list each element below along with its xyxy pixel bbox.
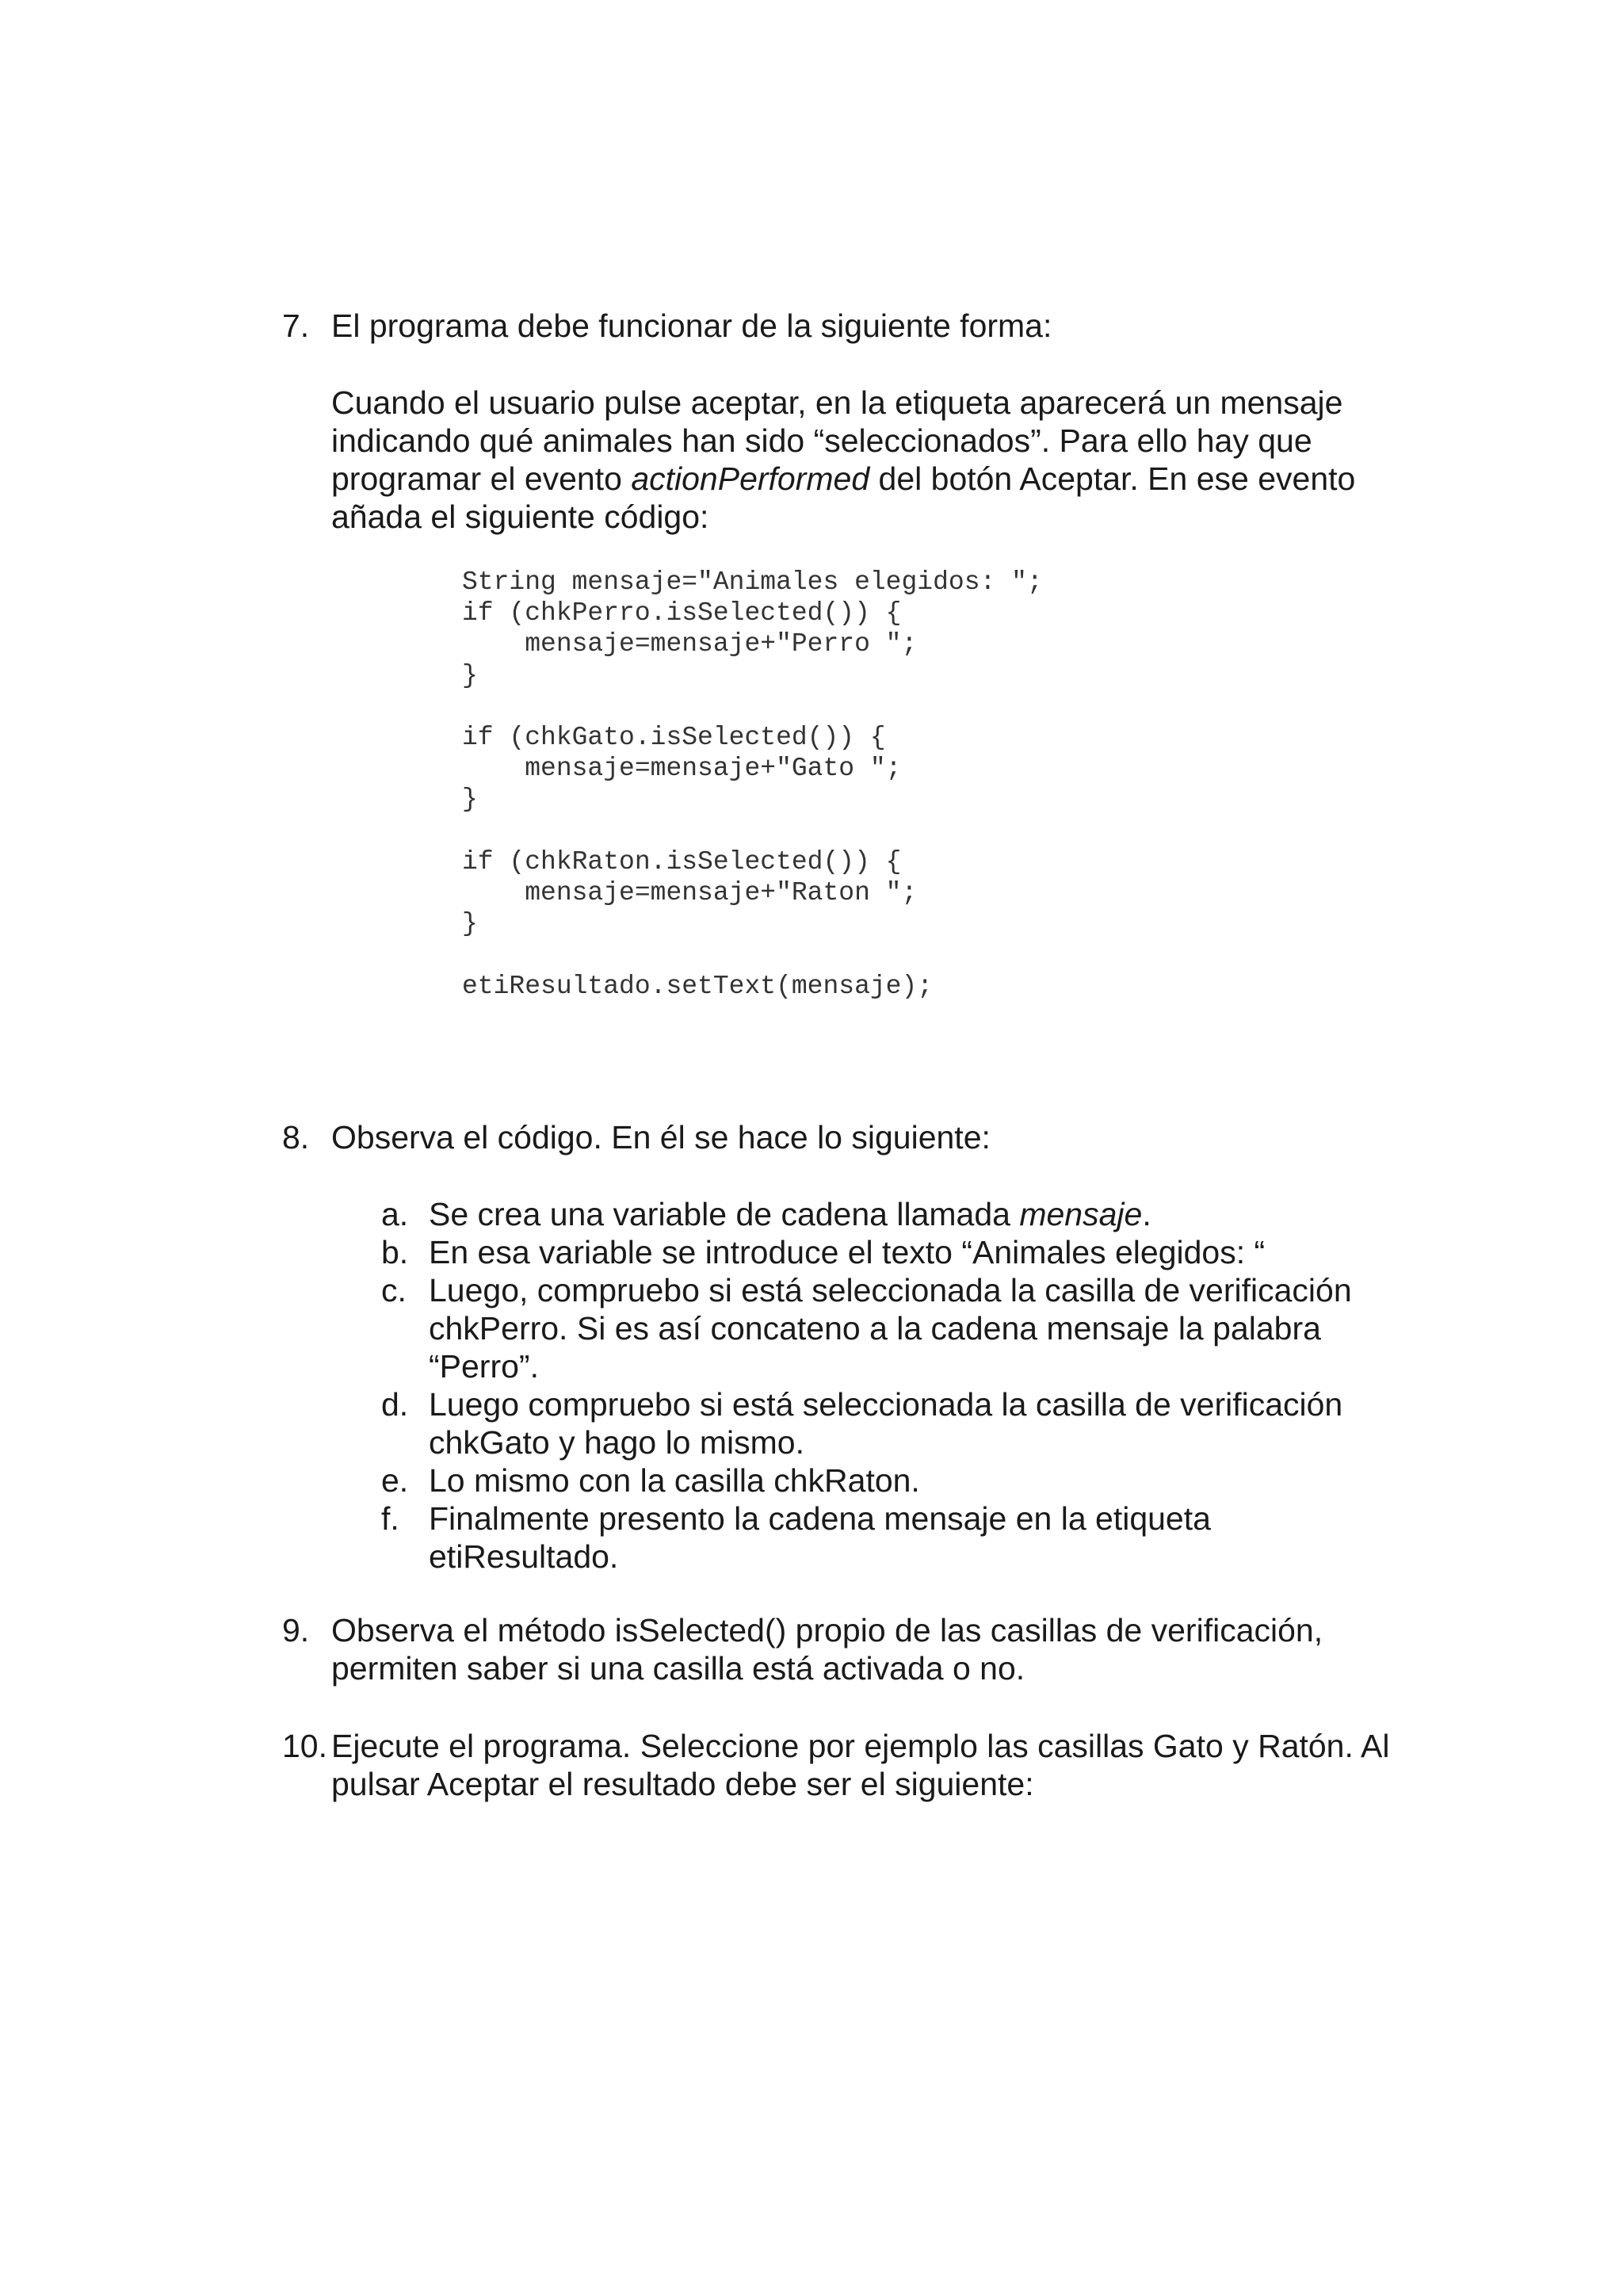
item-text: El programa debe funcionar de la siguiente forma: bbox=[331, 308, 1052, 344]
sub-list bbox=[331, 1195, 1393, 1576]
code-line: } bbox=[462, 909, 478, 939]
sub-item-text: . bbox=[1142, 1196, 1151, 1232]
instruction-paragraph bbox=[331, 384, 1393, 536]
code-line: } bbox=[462, 785, 478, 815]
sub-item-text: Finalmente presento la cadena mensaje en la etiqueta etiResultado. bbox=[429, 1500, 1211, 1575]
sub-item-text: Se crea una variable de cadena llamada bbox=[429, 1196, 1020, 1232]
sub-item-e bbox=[331, 1461, 1393, 1499]
sub-item-text: Luego, compruebo si está seleccionada la casilla de verificación chkPerro. Si es así concateno a la cadena mensaje la palabra “Perro”. bbox=[429, 1272, 1352, 1385]
sub-item-letter: b. bbox=[381, 1234, 409, 1270]
code-line: mensaje=mensaje+"Perro "; bbox=[462, 629, 918, 659]
code-line: etiResultado.setText(mensaje); bbox=[462, 971, 934, 1001]
code-line bbox=[462, 691, 1043, 722]
code-line bbox=[462, 816, 1043, 846]
list-item-8 bbox=[282, 1118, 1392, 1156]
list-item-9 bbox=[282, 1611, 1392, 1687]
item-text: Ejecute el programa. Seleccione por ejemplo las casillas Gato y Ratón. Al pulsar Aceptar el resultado debe ser el siguiente: bbox=[331, 1728, 1390, 1802]
sub-item-f bbox=[331, 1499, 1393, 1576]
paragraph-text: del botón Aceptar. En ese evento añada el siguiente código: bbox=[331, 460, 1356, 535]
sub-item-text: En esa variable se introduce el texto “Animales elegidos: “ bbox=[429, 1234, 1266, 1270]
item-number: 9. bbox=[282, 1612, 310, 1648]
code-line: if (chkRaton.isSelected()) { bbox=[462, 846, 902, 877]
sub-item-c bbox=[331, 1271, 1393, 1385]
code-line: } bbox=[462, 660, 478, 690]
sub-item-letter: a. bbox=[381, 1196, 409, 1232]
list-item-10 bbox=[282, 1727, 1392, 1803]
item-text: Observa el método isSelected() propio de las casillas de verificación, permiten saber si una casilla está activada o no. bbox=[331, 1612, 1323, 1687]
code-line: mensaje=mensaje+"Raton "; bbox=[462, 878, 918, 907]
code-line bbox=[462, 939, 1043, 970]
code-block bbox=[462, 567, 1043, 1002]
code-line: mensaje=mensaje+"Gato "; bbox=[462, 754, 902, 784]
sub-item-a bbox=[331, 1195, 1393, 1233]
sub-item-letter: c. bbox=[381, 1272, 407, 1308]
code-line: String mensaje="Animales elegidos: "; bbox=[462, 567, 1043, 597]
sub-item-d bbox=[331, 1385, 1393, 1461]
item-number: 8. bbox=[282, 1119, 310, 1156]
paragraph-italic-term: actionPerformed bbox=[631, 460, 870, 497]
sub-item-text: Luego compruebo si está seleccionada la casilla de verificación chkGato y hago lo mismo. bbox=[429, 1386, 1343, 1461]
sub-item-letter: e. bbox=[381, 1462, 409, 1499]
sub-item-text: Lo mismo con la casilla chkRaton. bbox=[429, 1462, 920, 1499]
item-number: 7. bbox=[282, 308, 310, 344]
paragraph-text: Cuando el usuario pulse aceptar, en la etiqueta aparecerá un mensaje indicando qué animales han sido “seleccionados”. Para ello hay que programar el evento bbox=[331, 384, 1343, 497]
item-text: Observa el código. En él se hace lo siguiente: bbox=[331, 1119, 991, 1156]
sub-item-letter: f. bbox=[381, 1500, 399, 1537]
code-line: if (chkGato.isSelected()) { bbox=[462, 723, 886, 752]
sub-item-b bbox=[331, 1233, 1393, 1271]
sub-item-letter: d. bbox=[381, 1386, 409, 1423]
list-item-7 bbox=[282, 307, 1392, 345]
sub-item-italic-term: mensaje bbox=[1019, 1196, 1143, 1232]
code-line: if (chkPerro.isSelected()) { bbox=[462, 598, 902, 628]
item-number: 10. bbox=[282, 1728, 327, 1764]
